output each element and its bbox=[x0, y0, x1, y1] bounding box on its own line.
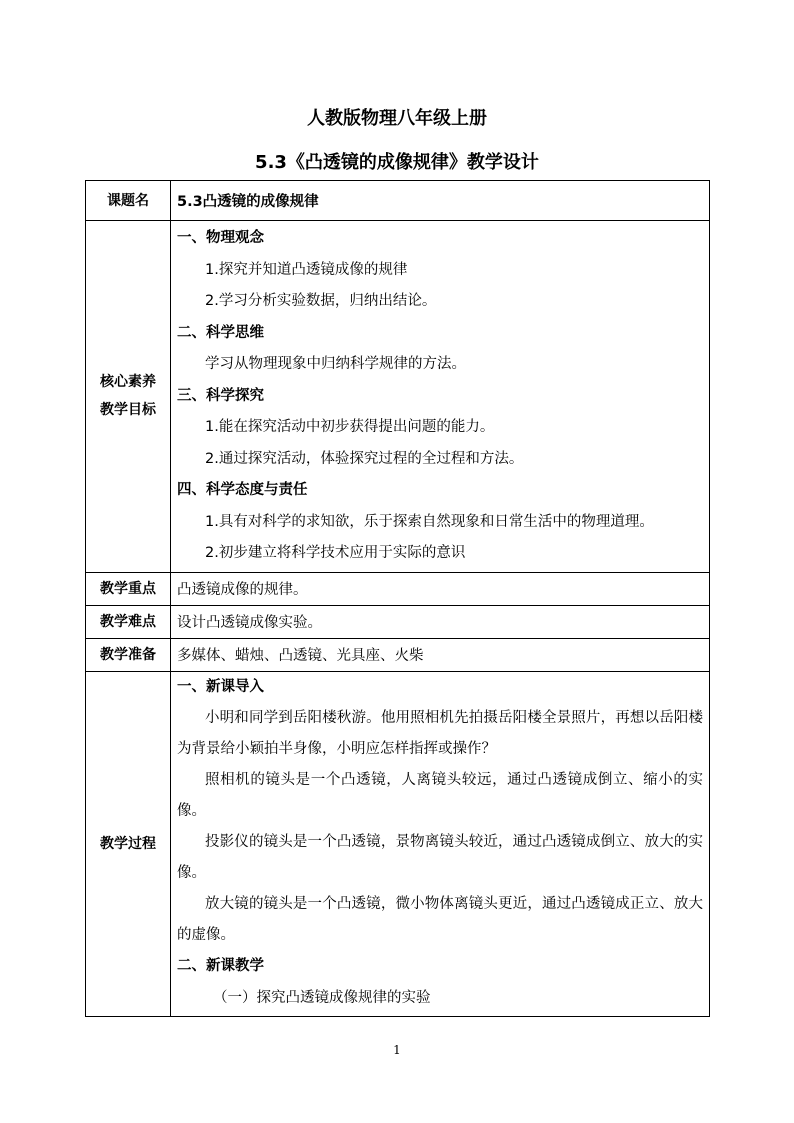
goals-item: 2.初步建立将科学技术应用于实际的意识 bbox=[205, 545, 466, 561]
page-number: 1 bbox=[393, 1043, 401, 1057]
process-paragraph: 放大镜的镜头是一个凸透镜，微小物体离镜头更近，通过凸透镜成正立、放大的虚像。 bbox=[177, 896, 703, 943]
goals-item: 2.学习分析实验数据，归纳出结论。 bbox=[205, 293, 437, 309]
process-content bbox=[171, 671, 710, 1017]
goals-content bbox=[171, 221, 710, 573]
process-paragraph: 投影仪的镜头是一个凸透镜，景物离镜头较近，通过凸透镜成倒立、放大的实像。 bbox=[177, 834, 703, 881]
goals-heading: 二、科学思维 bbox=[177, 324, 264, 341]
process-heading: 一、新课导入 bbox=[177, 678, 264, 695]
preparation-row bbox=[86, 638, 710, 671]
preparation-value: 多媒体、蜡烛、凸透镜、光具座、火柴 bbox=[171, 638, 710, 671]
goals-label-line-2: 教学目标 bbox=[100, 402, 156, 419]
goals-item: 1.探究并知道凸透镜成像的规律 bbox=[205, 261, 408, 278]
topic-label: 课题名 bbox=[86, 181, 171, 221]
lesson-plan-table bbox=[85, 180, 710, 1017]
process-row bbox=[86, 671, 710, 1017]
process-label: 教学过程 bbox=[86, 671, 171, 1017]
process-paragraph: 小明和同学到岳阳楼秋游。他用照相机先拍摄岳阳楼全景照片，再想以岳阳楼为背景给小颖拍半身像，小明应怎样指挥或操作？ bbox=[177, 710, 703, 757]
difficulty-label: 教学难点 bbox=[86, 605, 171, 638]
process-heading: 二、新课教学 bbox=[177, 958, 264, 974]
goals-heading: 三、科学探究 bbox=[177, 387, 264, 404]
process-subheading: （一）探究凸透镜成像规律的实验 bbox=[213, 989, 431, 1006]
goals-row bbox=[86, 221, 710, 573]
difficulty-value: 设计凸透镜成像实验。 bbox=[171, 605, 710, 638]
key-point-row bbox=[86, 572, 710, 605]
topic-value: 5.3凸透镜的成像规律 bbox=[171, 181, 710, 221]
goals-label bbox=[86, 221, 171, 573]
goals-heading: 四、科学态度与责任 bbox=[177, 482, 308, 498]
goals-label-line-1: 核心素养 bbox=[100, 374, 156, 391]
topic-row bbox=[86, 181, 710, 221]
preparation-label: 教学准备 bbox=[86, 638, 171, 671]
document-title: 人教版物理八年级上册 bbox=[307, 108, 487, 129]
key-point-value: 凸透镜成像的规律。 bbox=[171, 572, 710, 605]
goals-item: 学习从物理现象中归纳科学规律的方法。 bbox=[205, 356, 466, 372]
goals-item: 2.通过探究活动，体验探究过程的全过程和方法。 bbox=[205, 450, 524, 467]
difficulty-row bbox=[86, 605, 710, 638]
document-subtitle: 5.3《凸透镜的成像规律》教学设计 bbox=[255, 152, 539, 173]
goals-item: 1.具有对科学的求知欲，乐于探索自然现象和日常生活中的物理道理。 bbox=[205, 513, 654, 530]
process-paragraph: 照相机的镜头是一个凸透镜，人离镜头较远，通过凸透镜成倒立、缩小的实像。 bbox=[177, 772, 703, 819]
goals-item: 1.能在探究活动中初步获得提出问题的能力。 bbox=[205, 419, 495, 435]
goals-heading: 一、物理观念 bbox=[177, 230, 264, 246]
key-point-label: 教学重点 bbox=[86, 572, 171, 605]
